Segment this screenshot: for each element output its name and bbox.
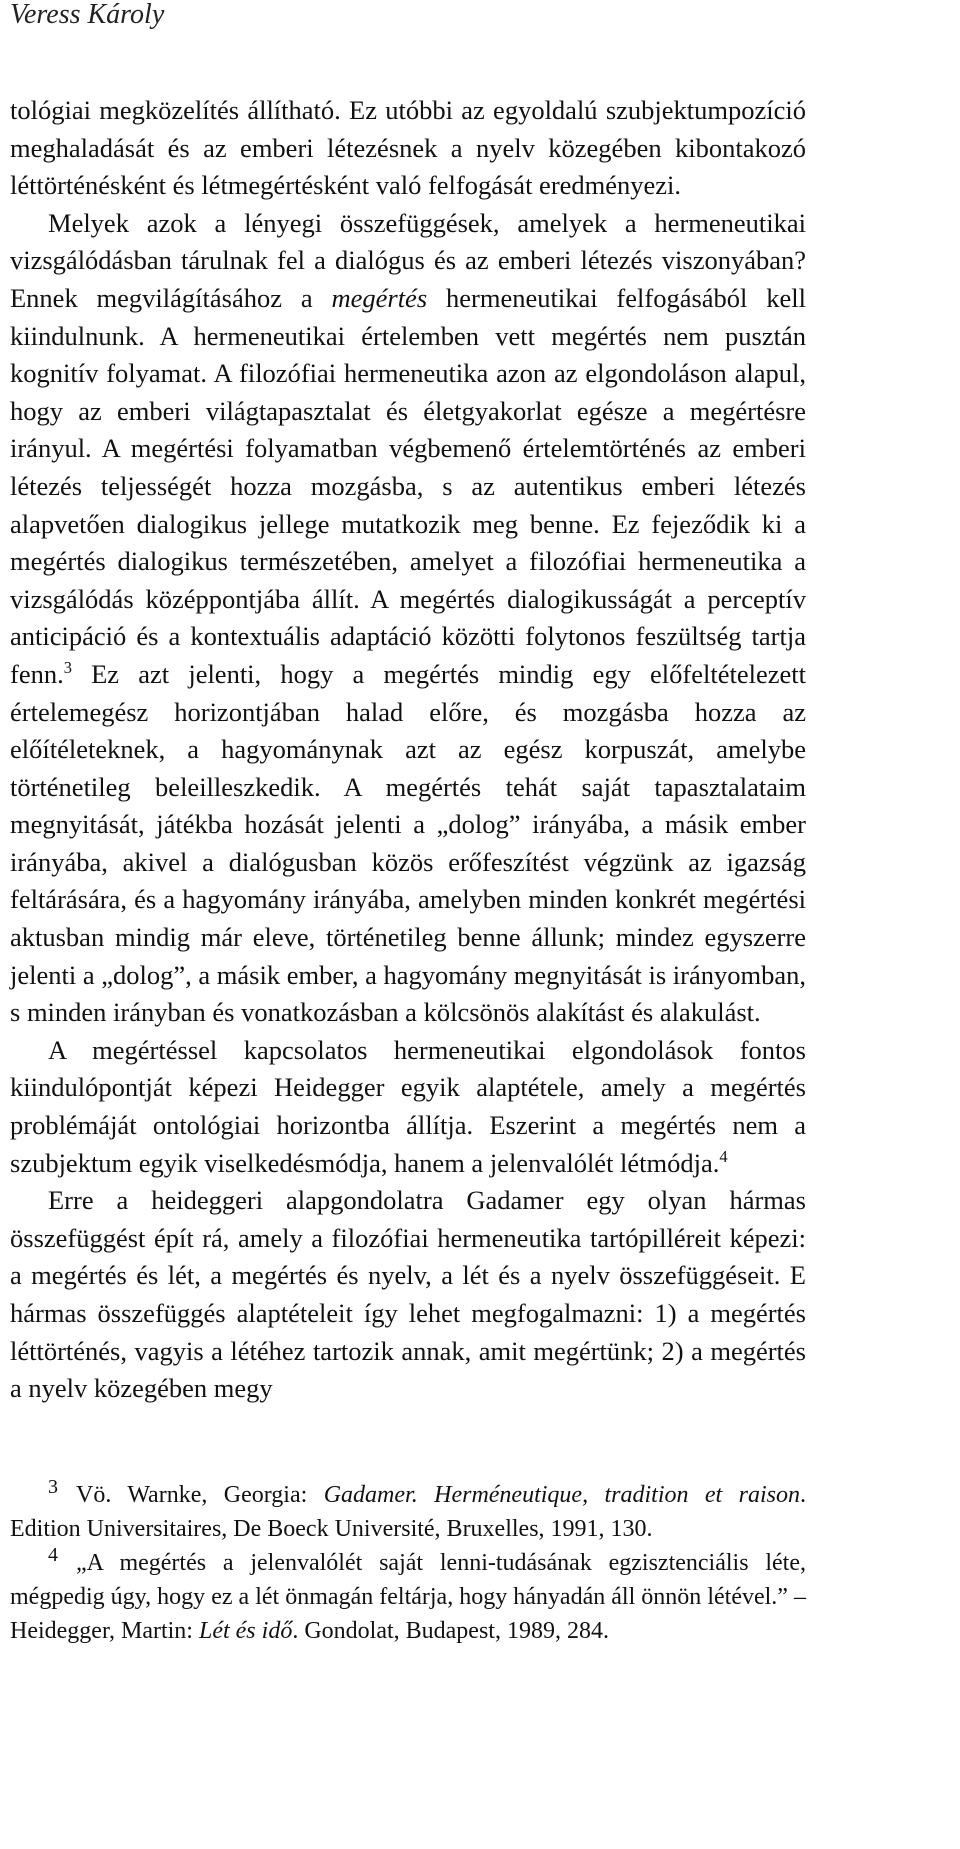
footnote-ref: 4 bbox=[719, 1146, 728, 1166]
paragraph bbox=[10, 1032, 806, 1182]
footnotes bbox=[10, 1478, 806, 1648]
paragraph bbox=[10, 1182, 806, 1408]
italic-text: Gadamer. Herméneutique, tradition et raison bbox=[323, 1482, 800, 1508]
text-run: hermeneutikai felfogásából kell kiindulnunk. A hermeneutikai értelemben vett megértés nem pusztán kognitív folyamat. A filozófiai hermeneutika azon az elgondoláson alapul, hogy az emberi világtapasztalat és életgyakorlat egésze a megértésre irányul. A megértési folyamatban végbemenő értelemtörténés az emberi létezés teljességét hozza mozgásba, s az autentikus emberi létezés alapvetően dialogikus jellege mutatkozik meg benne. Ez fejeződik ki a megértés dialogikus természetében, amelyet a filozófiai hermeneutika a vizsgálódás középpontjába állít. A megértés dialogikusságát a perceptív anticipáció és a kontextuális adaptáció közötti folytonos feszültség tartja fenn. bbox=[10, 282, 806, 689]
body-text bbox=[10, 92, 806, 1408]
text-run: . Edition Universitaires, De Boeck Université, Bruxelles, 1991, 130. bbox=[10, 1482, 806, 1542]
footnote: 4 „A megértés a jelenvalólét saját lenni-tudásának egzisztenciális léte, mégpedig úgy, hogy ez a lét önmagán feltárja, hogy hányadán áll önnön létével.” – Heidegger, Martin: Lét és idő. Gondolat, Budapest, 1989, 284. bbox=[10, 1544, 806, 1644]
text-run: A megértéssel kapcsolatos hermeneutikai elgondolások fontos kiindulópontját képezi Heidegger egyik alaptétele, amely a megértés problémáját ontológiai horizontba állítja. Eszerint a megértés nem a szubjektum egyik viselkedésmódja, hanem a jelenvalólét létmódja. bbox=[10, 1034, 806, 1178]
text-run: Ez azt jelenti, hogy a megértés mindig egy előfeltételezett értelemegész horizontjában halad előre, és mozgásba hozza az előítéleteknek, a hagyománynak azt az egész korpuszát, amelybe történetileg beleilleszkedik. A megértés tehát saját tapasztalataim megnyitását, játékba hozását jelenti a „dolog” irányába, a másik ember irányába, akivel a dialógusban közös erőfeszítést végzünk az igazság feltárására, és a hagyomány irányába, amelyben minden konkrét megértési aktusban mindig már eleve, történetileg benne állunk; mindez egyszerre jelenti a „dolog”, a másik ember, a hagyomány megnyitását is irányomban, s minden irányban és vonatkozásban a kölcsönös alakítást és alakulást. bbox=[10, 658, 806, 1028]
footnote: 3 Vö. Warnke, Georgia: Gadamer. Herméneutique, tradition et raison. Edition Universitaires, De Boeck Université, Bruxelles, 1991, 130. bbox=[10, 1476, 806, 1542]
paragraph bbox=[10, 205, 806, 1032]
text-run: tológiai megközelítés állítható. Ez utóbbi az egyoldalú szubjektumpozíció meghaladását és az emberi létezésnek a nyelv közegében kibontakozó léttörténésként és létmegértésként való felfogását eredményezi. bbox=[10, 95, 806, 201]
paragraph bbox=[10, 92, 806, 205]
italic-text: Lét és idő bbox=[198, 1618, 293, 1644]
text-run: Melyek azok a lényegi összefüggések, amelyek a hermeneutikai vizsgálódásban tárulnak fel a dialógus és az emberi létezés viszonyában? Ennek megvilágításához a bbox=[10, 207, 806, 313]
italic-text: megértés bbox=[331, 282, 428, 313]
text-run: . Gondolat, Budapest, 1989, 284. bbox=[292, 1618, 609, 1644]
text-run: „A megértés a jelenvalólét saját lenni-tudásának egzisztenciális léte, mégpedig úgy, hogy ez a lét önmagán feltárja, hogy hányadán áll önnön létével.” – Heidegger, Martin: bbox=[10, 1550, 806, 1644]
text-run: Erre a heideggeri alapgondolatra Gadamer egy olyan hármas összefüggést épít rá, amely a filozófiai hermeneutika tartópilléreit képezi: a megértés és lét, a megértés és nyelv, a lét és a nyelv összefüggéseit. E hármas összefüggés alaptételeit így lehet megfogalmazni: 1) a megértés léttörténés, vagyis a létéhez tartozik annak, amit megértünk; 2) a megértés a nyelv közegében megy bbox=[10, 1185, 806, 1404]
running-header-author: Veress Károly bbox=[10, 0, 165, 30]
footnote-ref: 3 bbox=[63, 657, 72, 677]
text-run: Vö. Warnke, Georgia: bbox=[76, 1482, 324, 1508]
